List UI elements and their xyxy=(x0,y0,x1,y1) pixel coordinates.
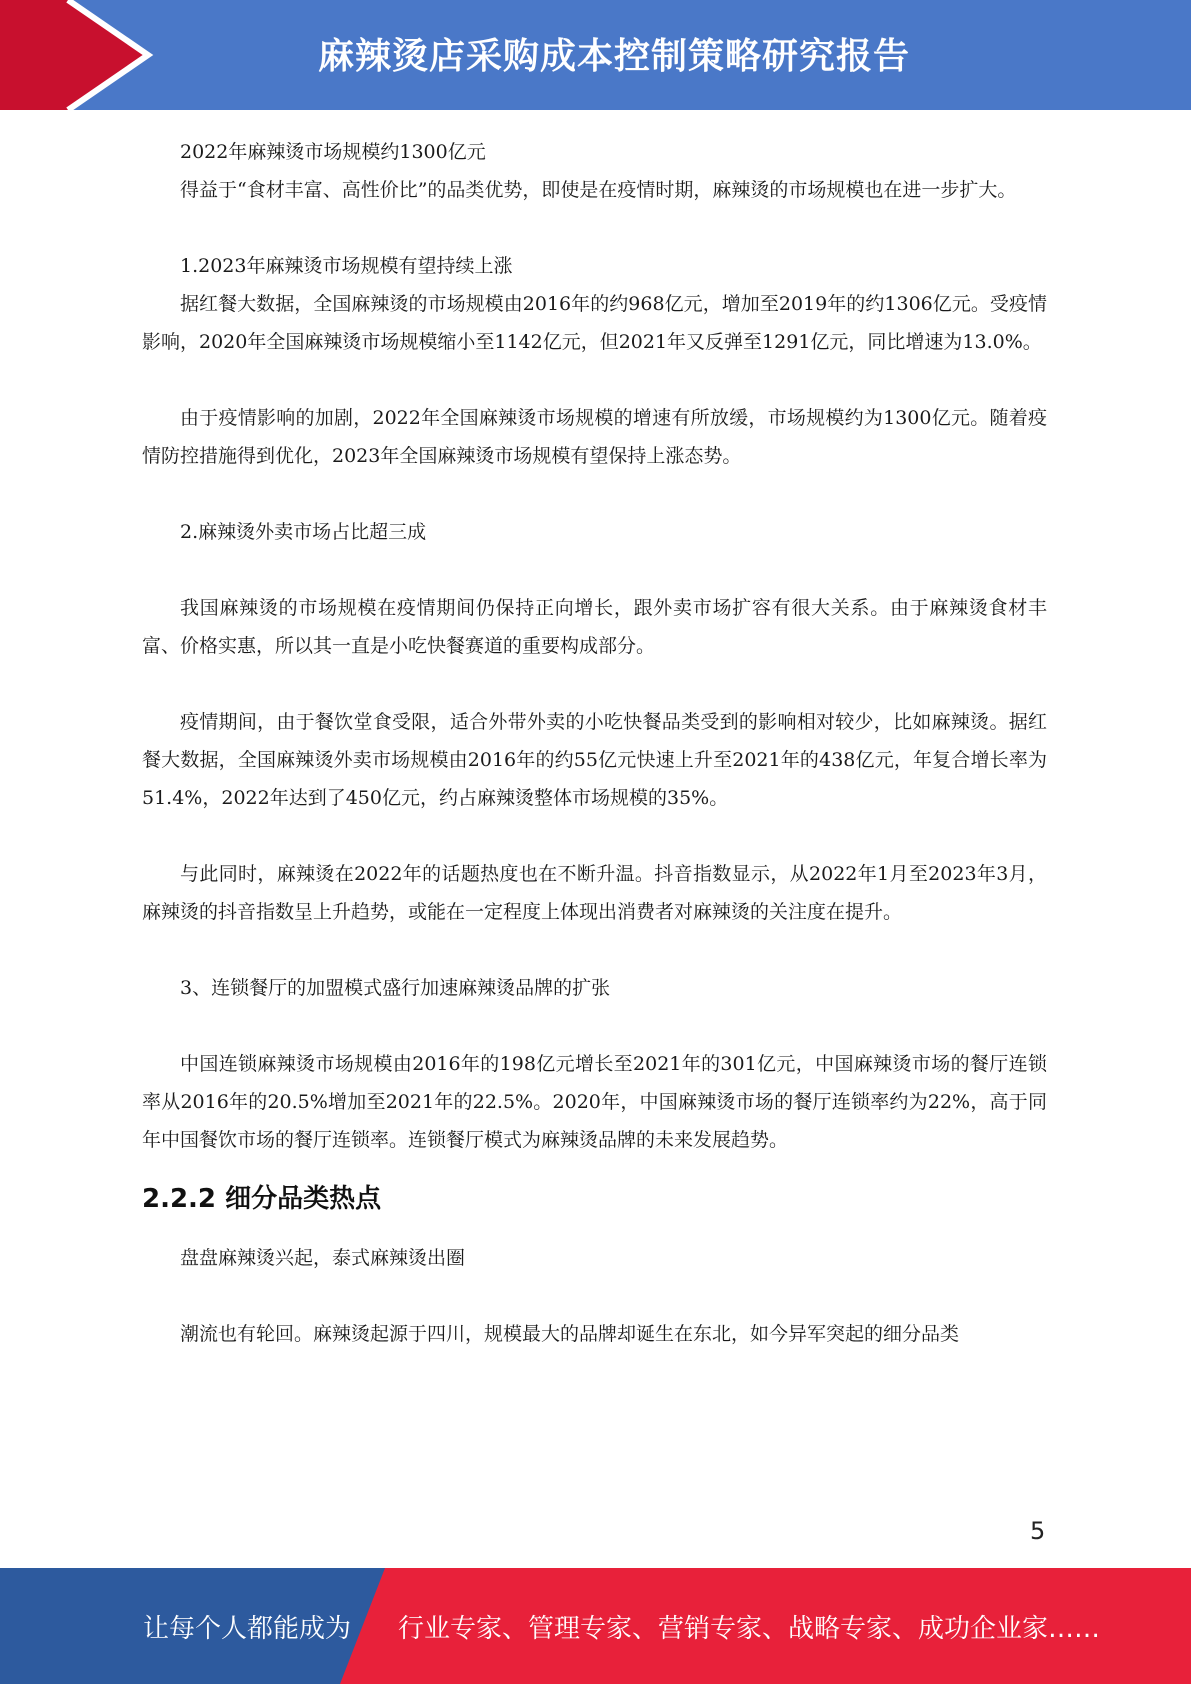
page-header xyxy=(0,0,1191,110)
paragraph: 与此同时，麻辣烫在2022年的话题热度也在不断升温。抖音指数显示，从2022年1月至2023年3月，麻辣烫的抖音指数呈上升趋势，或能在一定程度上体现出消费者对麻辣烫的关注度在提升。 xyxy=(142,863,1047,923)
paragraph: 2022年麻辣烫市场规模约1300亿元 xyxy=(180,141,486,163)
section-heading: 2.2.2 细分品类热点 xyxy=(142,1184,382,1214)
paragraph: 中国连锁麻辣烫市场规模由2016年的198亿元增长至2021年的301亿元，中国麻辣烫市场的餐厅连锁率从2016年的20.5%增加至2021年的22.5%。2020年，中国麻辣烫市场的餐厅连锁率约为22%，高于同年中国餐饮市场的餐厅连锁率。连锁餐厅模式为麻辣烫品牌的未来发展趋势。 xyxy=(142,1053,1047,1151)
footer-slogan-right: 行业专家、管理专家、营销专家、战略专家、成功企业家…… xyxy=(398,1614,1101,1644)
report-body xyxy=(142,133,1047,1353)
subheading: 2.麻辣烫外卖市场占比超三成 xyxy=(180,521,427,543)
page-number: 5 xyxy=(1030,1517,1046,1545)
header-chevron-stripe xyxy=(0,0,160,110)
paragraph: 由于疫情影响的加剧，2022年全国麻辣烫市场规模的增速有所放缓，市场规模约为1300亿元。随着疫情防控措施得到优化，2023年全国麻辣烫市场规模有望保持上涨态势。 xyxy=(142,407,1047,467)
subheading: 盘盘麻辣烫兴起，泰式麻辣烫出圈 xyxy=(180,1247,466,1269)
paragraph: 疫情期间，由于餐饮堂食受限，适合外带外卖的小吃快餐品类受到的影响相对较少，比如麻辣烫。据红餐大数据，全国麻辣烫外卖市场规模由2016年的约55亿元快速上升至2021年的438亿元，年复合增长率为51.4%，2022年达到了450亿元，约占麻辣烫整体市场规模的35%。 xyxy=(142,711,1047,809)
footer-slogan-left: 让每个人都能成为 xyxy=(143,1614,352,1644)
paragraph: 得益于“食材丰富、高性价比”的品类优势，即使是在疫情时期，麻辣烫的市场规模也在进一步扩大。 xyxy=(180,179,1017,201)
paragraph: 潮流也有轮回。麻辣烫起源于四川，规模最大的品牌却诞生在东北，如今异军突起的细分品类 xyxy=(180,1323,960,1345)
paragraph: 据红餐大数据，全国麻辣烫的市场规模由2016年的约968亿元，增加至2019年的约1306亿元。受疫情影响，2020年全国麻辣烫市场规模缩小至1142亿元，但2021年又反弹至1291亿元，同比增速为13.0%。 xyxy=(142,293,1047,353)
paragraph: 我国麻辣烫的市场规模在疫情期间仍保持正向增长，跟外卖市场扩容有很大关系。由于麻辣烫食材丰富、价格实惠，所以其一直是小吃快餐赛道的重要构成部分。 xyxy=(142,597,1047,657)
subheading: 1.2023年麻辣烫市场规模有望持续上涨 xyxy=(180,255,513,277)
page-footer xyxy=(0,1568,1191,1684)
report-title: 麻辣烫店采购成本控制策略研究报告 xyxy=(318,36,911,77)
subheading: 3、连锁餐厅的加盟模式盛行加速麻辣烫品牌的扩张 xyxy=(180,977,611,999)
